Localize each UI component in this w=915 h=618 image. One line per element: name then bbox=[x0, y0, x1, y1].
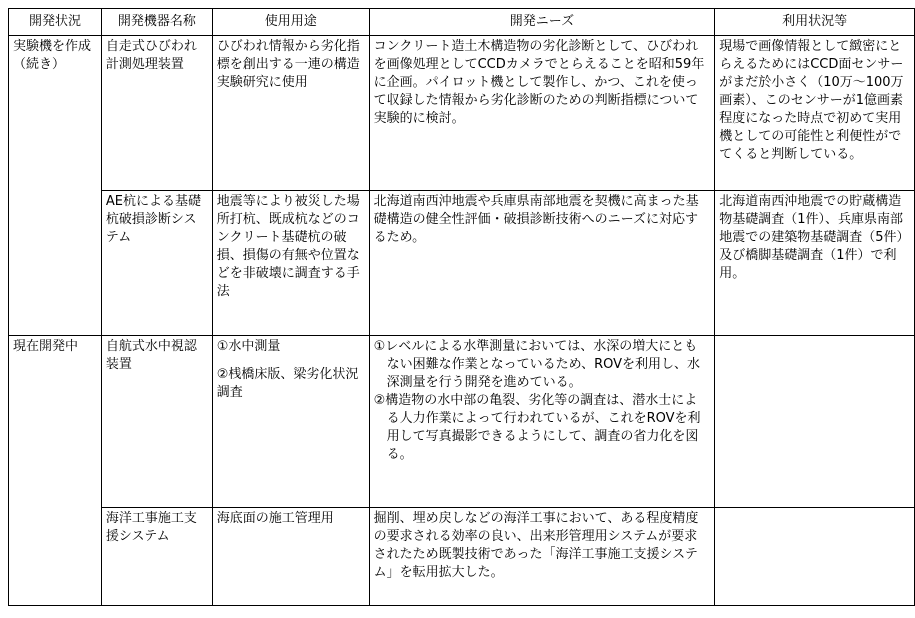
table-row bbox=[9, 508, 915, 606]
needs-item: ①レベルによる水準測量においては、水深の増大にともない困難な作業となっているため、ROVを利用し、水深測量を行う開発を進めている。 bbox=[373, 339, 701, 390]
table-row bbox=[9, 191, 915, 336]
table-row bbox=[9, 36, 915, 191]
device-name-cell: 自航式水中視認装置 bbox=[101, 336, 212, 508]
header-device-name: 開発機器名称 bbox=[101, 9, 212, 36]
use-item: ①水中測量 bbox=[216, 339, 281, 354]
usage-status-cell bbox=[715, 336, 915, 508]
use-item: ②桟橋床版、梁劣化状況調査 bbox=[216, 367, 359, 400]
development-status-table bbox=[8, 8, 915, 606]
header-status: 開発状況 bbox=[9, 9, 102, 36]
usage-status-cell: 北海道南西沖地震での貯蔵構造物基礎調査（1件）、兵庫県南部地震での建築物基礎調査（5件）及び橋脚基礎調査（1件）で利用。 bbox=[715, 191, 915, 336]
needs-cell: 北海道南西沖地震や兵庫県南部地震を契機に高まった基礎構造の健全性評価・破損診断技術へのニーズに対応するため。 bbox=[369, 191, 715, 336]
use-cell bbox=[212, 336, 369, 508]
needs-cell: 掘削、埋め戻しなどの海洋工事において、ある程度精度の要求される効率の良い、出来形管理用システムが要求されたため既製技術であった「海洋工事施工支援システム」を転用拡大した。 bbox=[369, 508, 715, 606]
status-cell: 実験機を作成（続き） bbox=[9, 36, 102, 336]
header-needs: 開発ニーズ bbox=[369, 9, 715, 36]
needs-cell bbox=[369, 336, 715, 508]
status-cell: 現在開発中 bbox=[9, 336, 102, 606]
device-name-cell: AE杭による基礎杭破損診断システム bbox=[101, 191, 212, 336]
device-name-cell: 海洋工事施工支援システム bbox=[101, 508, 212, 606]
header-use: 使用用途 bbox=[212, 9, 369, 36]
use-cell: 海底面の施工管理用 bbox=[212, 508, 369, 606]
device-name-cell: 自走式ひびわれ計測処理装置 bbox=[101, 36, 212, 191]
header-usage-status: 利用状況等 bbox=[715, 9, 915, 36]
document-page bbox=[8, 8, 915, 606]
needs-item: ②構造物の水中部の亀裂、劣化等の調査は、潜水士による人力作業によって行われているが、これをROVを利用して写真撮影できるようにして、調査の省力化を図る。 bbox=[373, 393, 701, 462]
usage-status-cell bbox=[715, 508, 915, 606]
use-cell: ひびわれ情報から劣化指標を創出する一連の構造実験研究に使用 bbox=[212, 36, 369, 191]
use-cell: 地震等により被災した場所打杭、既成杭などのコンクリート基礎杭の破損、損傷の有無や位置などを非破壊に調査する手法 bbox=[212, 191, 369, 336]
usage-status-cell: 現場で画像情報として緻密にとらえるためにはCCD面センサーがまだ於小さく（10万～100万画素）、このセンサーが1億画素程度になった時点で初めて実用機としての可能性と利便性がでてくると判断している。 bbox=[715, 36, 915, 191]
needs-cell: コンクリート造土木構造物の劣化診断として、ひびわれを画像処理としてCCDカメラでとらえることを昭和59年に企画。パイロット機として製作し、かつ、これを使って収録した情報から劣化診断のための判断指標について実験的に検討。 bbox=[369, 36, 715, 191]
table-row bbox=[9, 336, 915, 508]
table-header-row bbox=[9, 9, 915, 36]
